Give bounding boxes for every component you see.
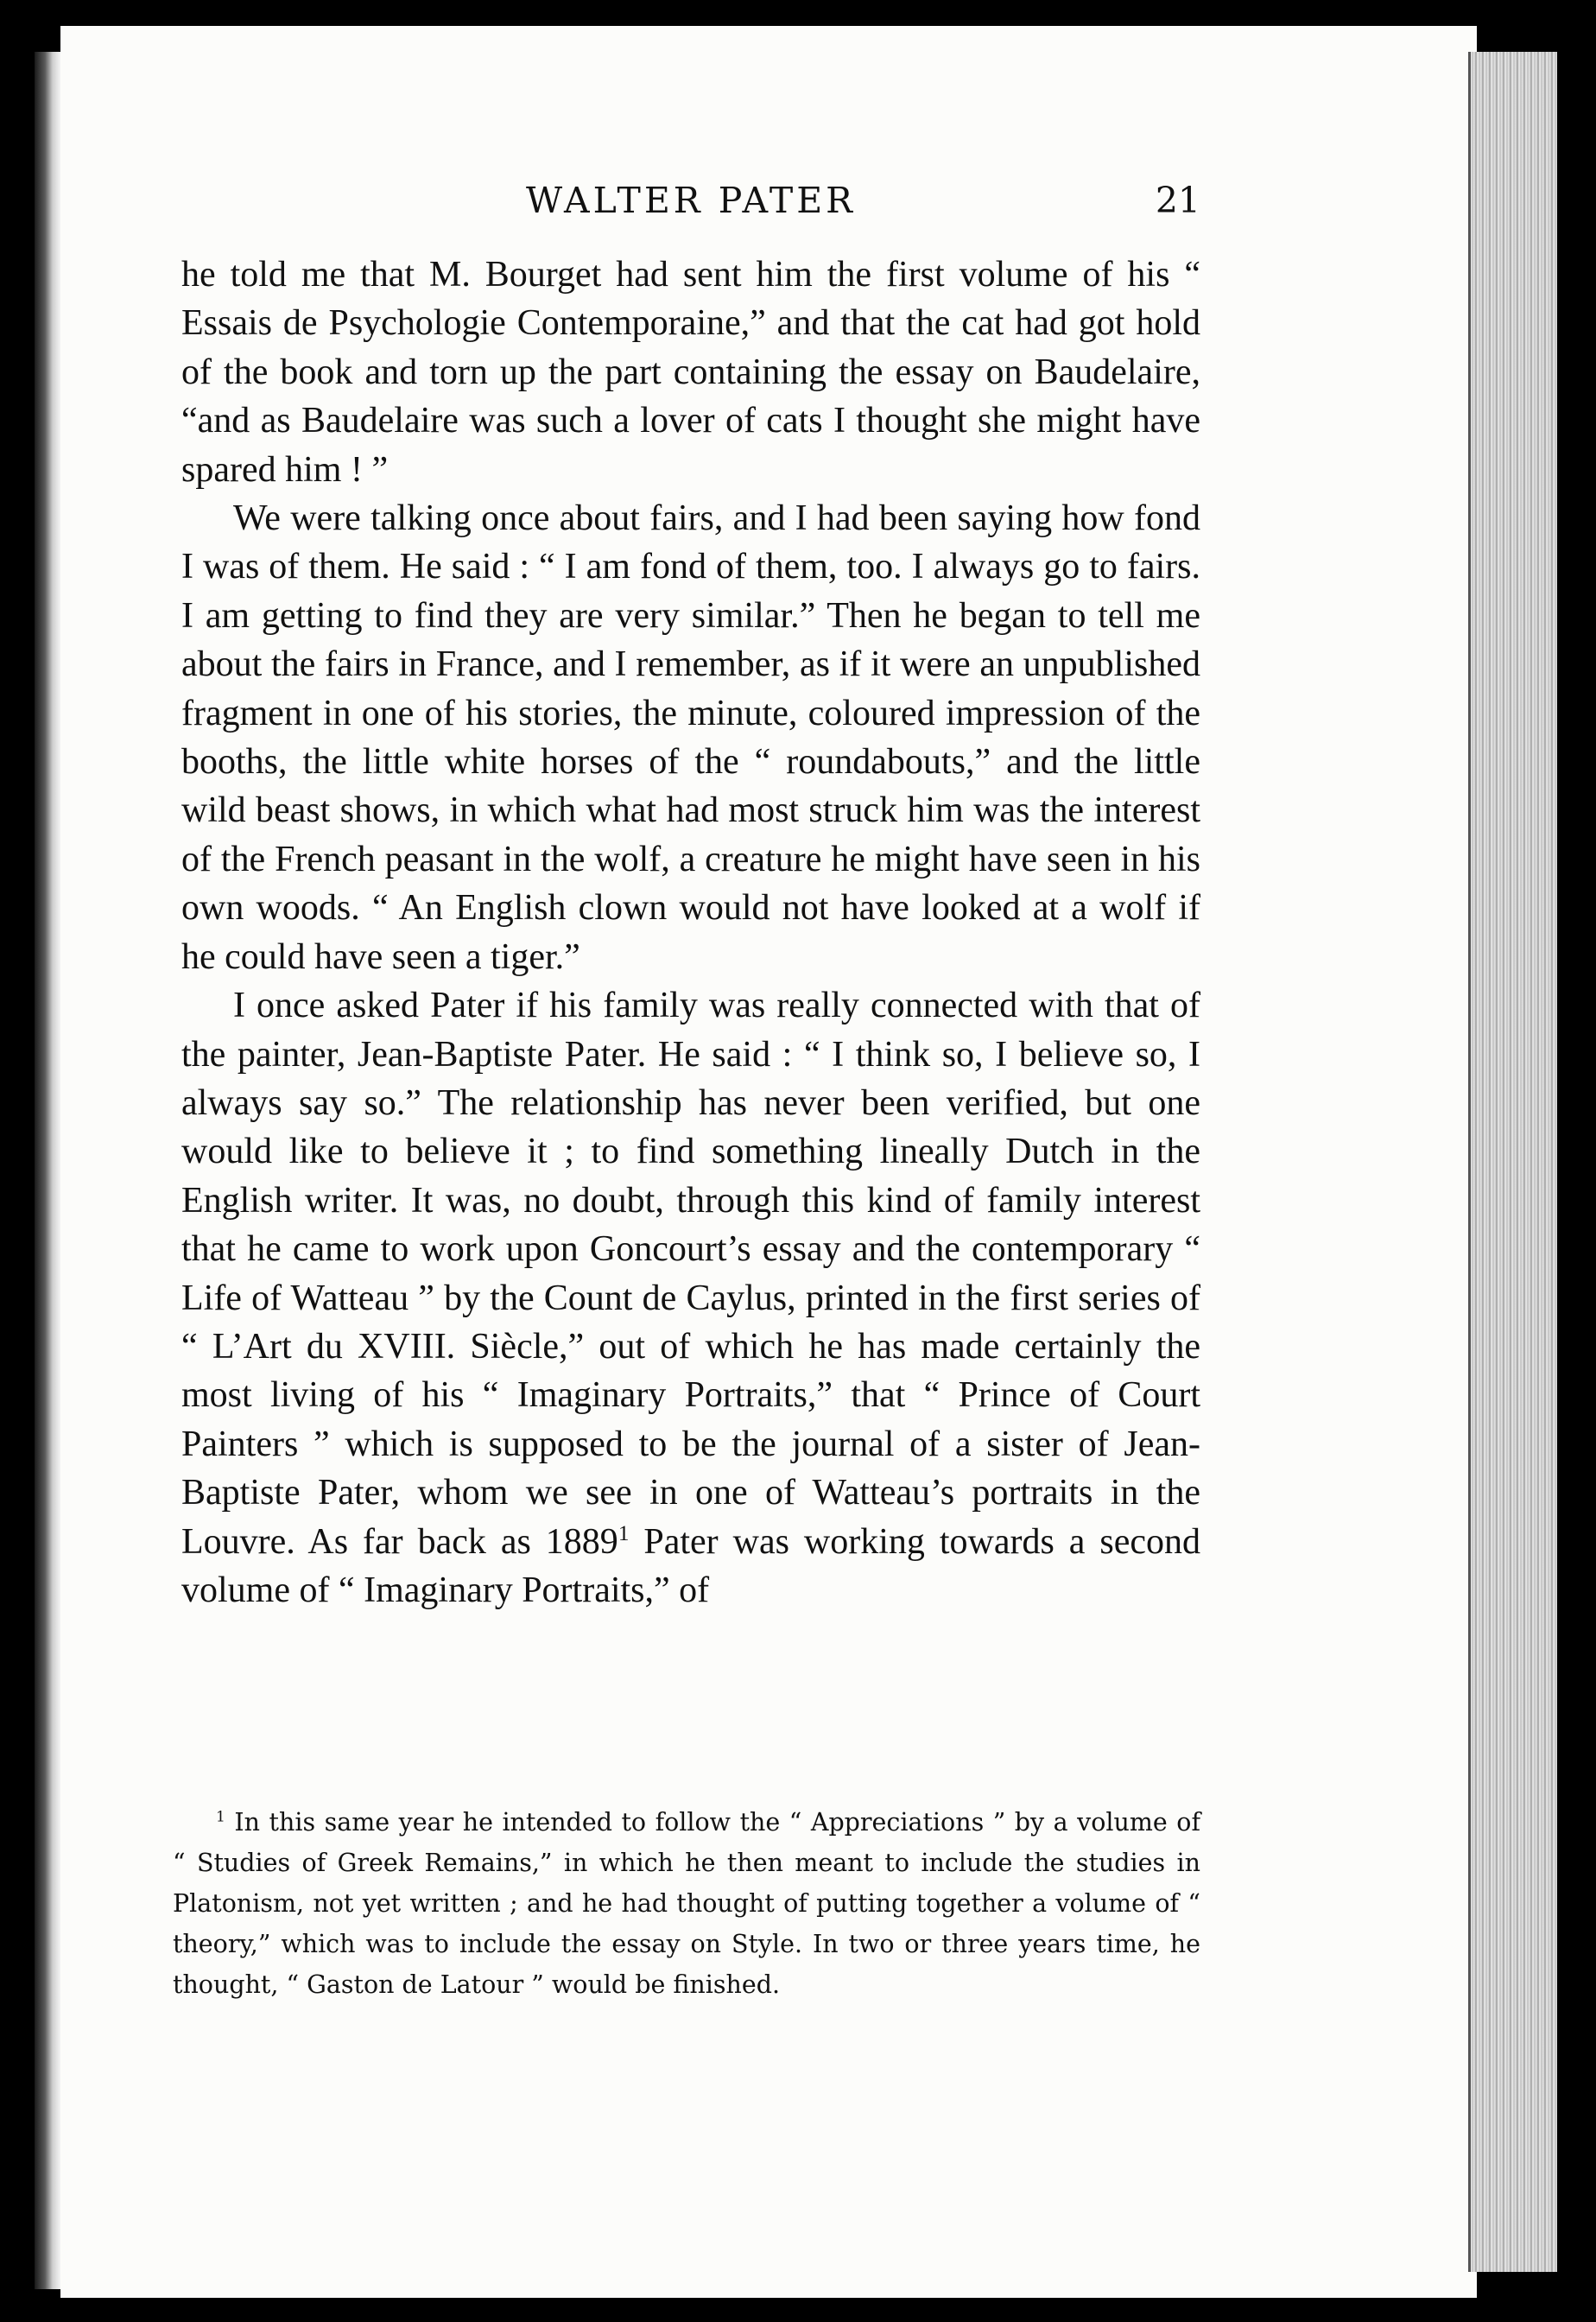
paragraph-text: Pater was working towards a second volume of “ Imaginary Portraits,” of [181,1521,1200,1610]
paragraph-text: I once asked Pater if his family was really connected with that of the painter, Jean-Baptiste Pater. He said : “ I think so, I believe so, I always say so.” The relationship has never been verified, but one would like to believe it ; to find something lineally Dutch in the English writer. It was, no doubt, through this kind of family interest that he came to work upon Goncourt’s essay and the contemporary “ Life of Watteau ” by the Count de Caylus, printed in the first series of “ L’Art du XVIII. Siècle,” out of which he has made certainly the most living of his “ Imaginary Portraits,” that “ Prince of Court Painters ” which is supposed to be the journal of a sister of Jean-Baptiste Pater, whom we see in one of Watteau’s portraits in the Louvre. As far back as 1889 [181,986,1200,1562]
paragraph: he told me that M. Bourget had sent him the first volume of his “ Essais de Psychologie Contemporaine,” and that the cat had got hold of the book and torn up the part containing the essay on Baudelaire, “and as Baudelaire was such a lover of cats I thought she might have spared him ! ” [181,255,1200,490]
footnote-reference: 1 [618,1521,630,1545]
footnote [173,1802,1200,2005]
footnote-text: In this same year he intended to follow the “ Appreciations ” by a volume of “ Studies of Greek Remains,” in which he then meant to include the studies in Platonism, not yet written ; and he had thought of putting together a volume of “ theory,” which was to include the essay on Style. In two or three years time, he thought, “ Gaston de Latour ” would be finished. [173,1808,1200,1999]
paragraph: We were talking once about fairs, and I had been saying how fond I was of them. He said : “ I am fond of them, too. I always go to fairs. I am getting to find they are very similar.” Then he began to tell me about the fairs in France, and I remember, as if it were an unpublished fragment in one of his stories, the minute, coloured impression of the booths, the little white horses of the “ roundabouts,” and the little wild beast shows, in which what had most struck him was the interest of the French peasant in the wolf, a creature he might have seen in his own woods. “ An English clown would not have looked at a wolf if he could have seen a tiger.” [181,498,1200,977]
footnote-marker: 1 [216,1808,225,1826]
running-head [181,180,1200,232]
footnotes [173,1802,1200,2005]
page-stack-edges [1468,52,1557,2272]
paragraph [181,981,1200,1615]
book-binding-edge [35,52,60,2289]
running-title: WALTER PATER [525,180,857,221]
page-number: 21 [1155,180,1200,221]
body-text [181,251,1200,1615]
